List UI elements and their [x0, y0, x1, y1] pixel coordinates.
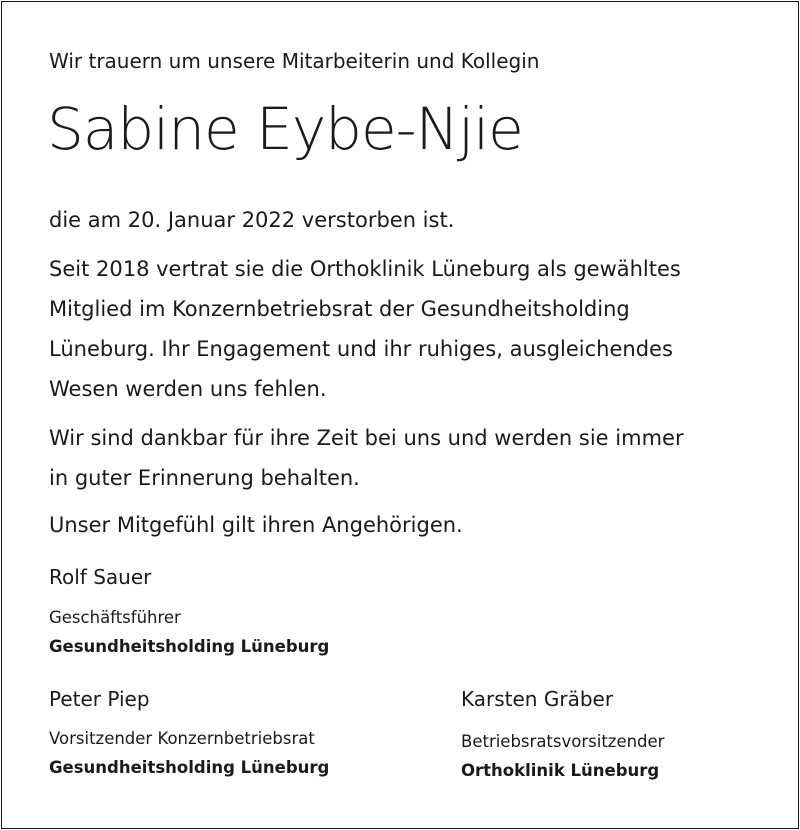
signatory-organization: Gesundheitsholding Lüneburg [49, 637, 330, 656]
signatory-role: Betriebsratsvorsitzender [461, 732, 665, 751]
signatory-role: Vorsitzender Konzernbetriebsrat [49, 729, 315, 748]
paragraph-line: in guter Erinnerung behalten. [49, 466, 360, 490]
paragraph-line: Unser Mitgefühl gilt ihren Angehörigen. [49, 513, 463, 537]
intro-line: Wir trauern um unsere Mitarbeiterin und Kollegin [49, 49, 540, 73]
signatory-organization: Gesundheitsholding Lüneburg [49, 758, 330, 777]
paragraph-date [49, 200, 454, 240]
paragraph-line: Lüneburg. Ihr Engagement und ihr ruhiges, ausgleichendes [49, 337, 673, 361]
signatory-organization: Orthoklinik Lüneburg [461, 761, 660, 780]
paragraph-gratitude [49, 418, 684, 498]
paragraph-line: die am 20. Januar 2022 verstorben ist. [49, 208, 455, 232]
obituary-notice [1, 1, 799, 829]
paragraph-line: Wir sind dankbar für ihre Zeit bei uns und werden sie immer [49, 426, 684, 450]
paragraph-line: Seit 2018 vertrat sie die Orthoklinik Lüneburg als gewähltes [49, 257, 681, 281]
signatory-name: Karsten Gräber [461, 687, 614, 711]
signatory-name: Rolf Sauer [49, 565, 152, 589]
paragraph-line: Wesen werden uns fehlen. [49, 377, 327, 401]
signatory-name: Peter Piep [49, 687, 150, 711]
signatory-role: Geschäftsführer [49, 608, 181, 627]
paragraph-biography [49, 249, 681, 409]
deceased-name: Sabine Eybe-Njie [47, 95, 523, 163]
paragraph-condolence [49, 505, 463, 545]
paragraph-line: Mitglied im Konzernbetriebsrat der Gesundheitsholding [49, 297, 630, 321]
